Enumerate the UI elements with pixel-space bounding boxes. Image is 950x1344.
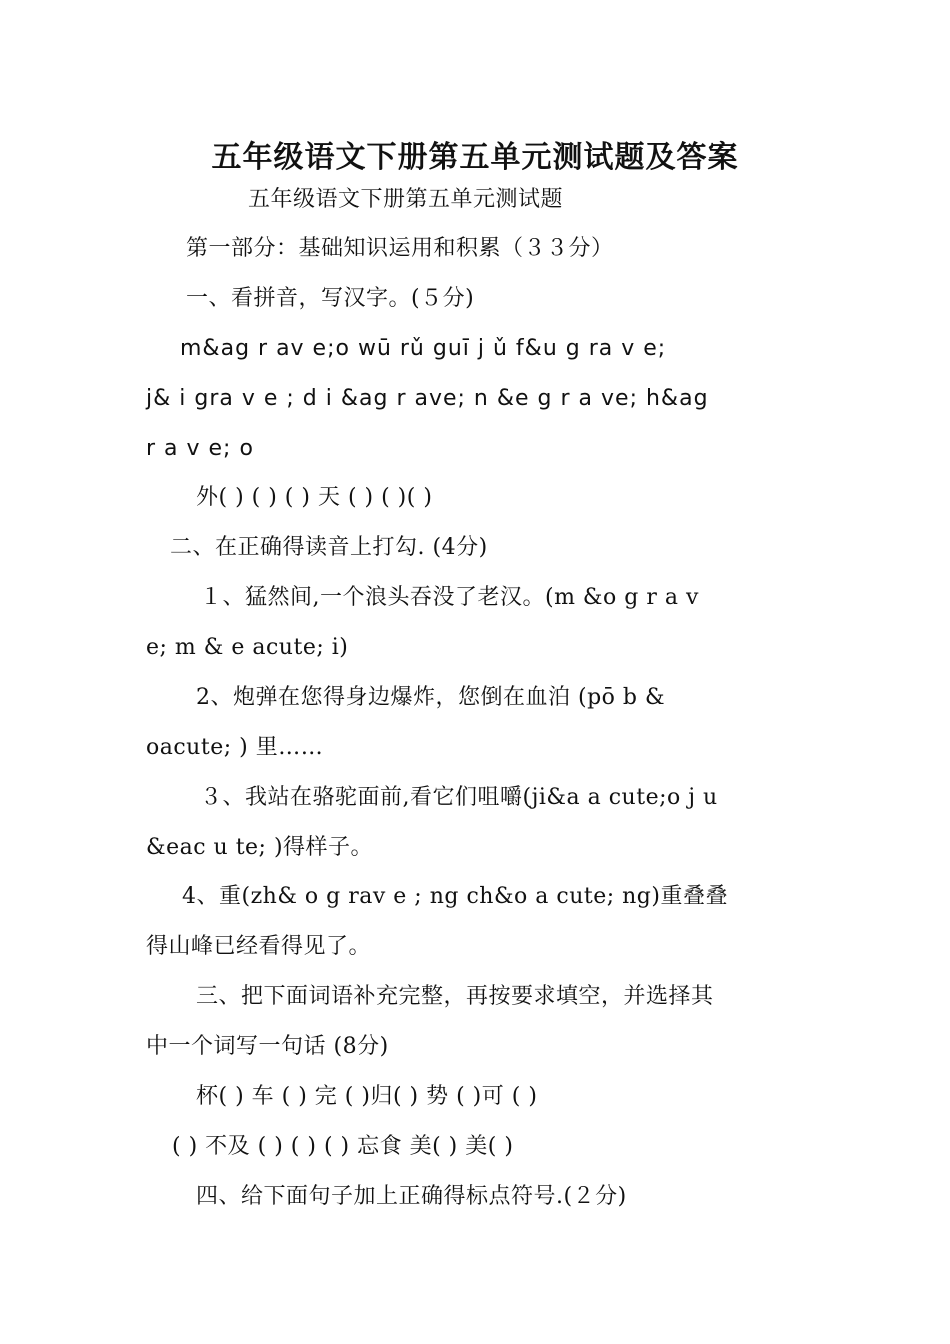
question-3-blanks-line-2: ( ) 不及 ( ) ( ) ( ) 忘食 美( ) 美( ) bbox=[172, 1134, 514, 1159]
part-one-heading: 第一部分：基础知识运用和积累（３３分） bbox=[186, 236, 614, 261]
question-3-heading-line-2: 中一个词写一句话 (8分) bbox=[146, 1034, 389, 1059]
question-1-pinyin-line-2: j& i gra v e ; d i &ag r ave; n &e g r a ve; h&ag bbox=[146, 386, 709, 411]
question-2-item-4-line-2: 得山峰已经看得见了。 bbox=[146, 934, 372, 959]
question-3-blanks-line-1: 杯( ) 车 ( ) 完 ( )归( ) 势 ( )可 ( ) bbox=[196, 1084, 538, 1109]
question-2-item-3-line-2: &eac u te; )得样子。 bbox=[146, 835, 374, 860]
question-1-answer-blanks: 外( ) ( ) ( ) 天 ( ) ( )( ) bbox=[196, 485, 433, 510]
question-1-heading: 一、看拼音，写汉字。(５分) bbox=[186, 286, 475, 311]
question-2-item-2-line-1: 2、炮弹在您得身边爆炸，您倒在血泊 (pō b & bbox=[196, 685, 666, 710]
question-2-item-3-line-1: ３、我站在骆驼面前,看它们咀嚼(ji&a a cute;o j u bbox=[200, 785, 718, 810]
question-2-item-4-line-1: 4、重(zh& o g rav e ; ng ch&o a cute; ng)重叠叠 bbox=[182, 884, 728, 909]
question-4-heading: 四、给下面句子加上正确得标点符号.(２分) bbox=[196, 1184, 627, 1209]
document-subtitle: 五年级语文下册第五单元测试题 bbox=[248, 187, 564, 212]
question-2-item-2-line-2: oacute; ) 里…… bbox=[146, 735, 324, 760]
question-3-heading-line-1: 三、把下面词语补充完整，再按要求填空，并选择其 bbox=[196, 984, 714, 1009]
document-title: 五年级语文下册第五单元测试题及答案 bbox=[211, 140, 739, 175]
question-2-item-1-line-2: e; m & e acute; i) bbox=[146, 635, 349, 660]
question-1-pinyin-line-3: r a v e; o bbox=[146, 436, 254, 461]
question-1-pinyin-line-1: m&ag r av e;o wū rǔ guī j ǔ f&u g ra v e; bbox=[180, 336, 667, 361]
question-2-item-1-line-1: １、猛然间,一个浪头吞没了老汉。(m &o g r a v bbox=[200, 585, 699, 610]
question-2-heading: 二、在正确得读音上打勾. (4分) bbox=[170, 535, 488, 560]
